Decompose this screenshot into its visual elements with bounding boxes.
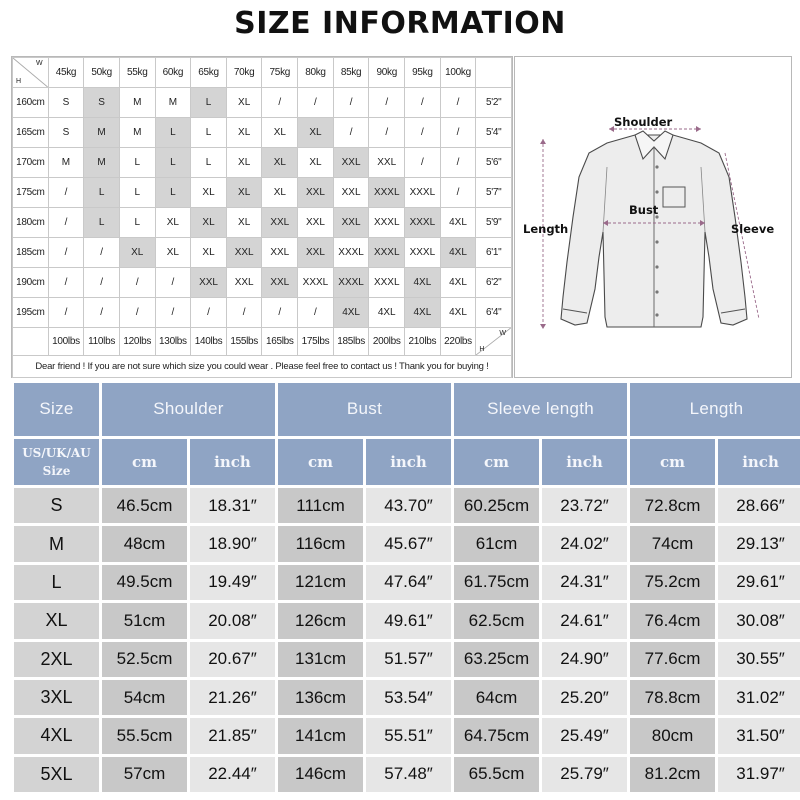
size-cell: /	[440, 178, 476, 208]
size-cell: XXL	[333, 178, 369, 208]
value-inch: 30.55″	[718, 642, 800, 677]
size-cell: /	[48, 178, 84, 208]
grid-corner-cell	[476, 328, 512, 356]
measurement-row	[14, 680, 800, 715]
value-inch: 21.26″	[190, 680, 275, 715]
contact-note: Dear friend ! If you are not sure which size you could wear . Please feel free to contact us ! Thank you for buying !	[13, 356, 512, 378]
value-inch: 20.67″	[190, 642, 275, 677]
header-length: Length	[630, 383, 800, 436]
value-inch: 24.90″	[542, 642, 627, 677]
size-cell: L	[155, 118, 191, 148]
height-ft-cell: 5'6"	[476, 148, 512, 178]
size-cell: XL	[226, 148, 262, 178]
size-cell: /	[333, 88, 369, 118]
value-cm: 131cm	[278, 642, 363, 677]
size-cell: XXL	[191, 268, 227, 298]
height-cm-cell: 180cm	[13, 208, 49, 238]
value-inch: 47.64″	[366, 565, 451, 600]
value-cm: 62.5cm	[454, 603, 539, 638]
value-inch: 19.49″	[190, 565, 275, 600]
unit-inch: inch	[366, 439, 451, 485]
weight-kg-header: 55kg	[119, 58, 155, 88]
size-cell: S	[48, 88, 84, 118]
height-ft-cell: 6'2"	[476, 268, 512, 298]
value-inch: 25.20″	[542, 680, 627, 715]
size-cell: XL	[191, 208, 227, 238]
value-cm: 81.2cm	[630, 757, 715, 792]
size-cell: /	[298, 298, 334, 328]
value-cm: 72.8cm	[630, 488, 715, 523]
value-inch: 43.70″	[366, 488, 451, 523]
value-cm: 74cm	[630, 526, 715, 561]
weight-lbs-header: 220lbs	[440, 328, 476, 356]
weight-lbs-header: 210lbs	[405, 328, 441, 356]
value-inch: 21.85″	[190, 718, 275, 753]
height-cm-cell: 160cm	[13, 88, 49, 118]
size-cell: M	[84, 118, 120, 148]
size-cell: L	[84, 178, 120, 208]
value-cm: 49.5cm	[102, 565, 187, 600]
measurement-row	[14, 488, 800, 523]
unit-cm: cm	[630, 439, 715, 485]
value-cm: 76.4cm	[630, 603, 715, 638]
size-cell: 4XL	[333, 298, 369, 328]
size-cell: XXL	[226, 238, 262, 268]
value-cm: 126cm	[278, 603, 363, 638]
unit-cm: cm	[278, 439, 363, 485]
value-inch: 28.66″	[718, 488, 800, 523]
size-cell: /	[262, 88, 298, 118]
shoulder-label: Shoulder	[614, 115, 673, 129]
corner-h: H	[479, 346, 485, 353]
value-cm: 52.5cm	[102, 642, 187, 677]
size-cell: /	[48, 298, 84, 328]
grid-header-row	[13, 58, 512, 88]
value-inch: 29.13″	[718, 526, 800, 561]
value-cm: 61.75cm	[454, 565, 539, 600]
size-cell: XXXL	[333, 268, 369, 298]
size-cell: /	[262, 298, 298, 328]
value-cm: 111cm	[278, 488, 363, 523]
header-size: Size	[14, 383, 99, 436]
weight-lbs-header: 165lbs	[262, 328, 298, 356]
size-cell: XL	[191, 238, 227, 268]
size-cell: /	[405, 88, 441, 118]
value-cm: 64cm	[454, 680, 539, 715]
size-cell: M	[119, 118, 155, 148]
size-cell: 4XL	[405, 268, 441, 298]
blank-cell	[13, 328, 49, 356]
corner-h: H	[16, 78, 22, 85]
value-cm: 55.5cm	[102, 718, 187, 753]
value-inch: 18.90″	[190, 526, 275, 561]
weight-lbs-header: 110lbs	[84, 328, 120, 356]
size-label: 3XL	[14, 680, 99, 715]
shirt-outline-icon	[515, 57, 791, 377]
length-label: Length	[523, 222, 569, 236]
weight-kg-header: 50kg	[84, 58, 120, 88]
size-cell: 4XL	[440, 238, 476, 268]
measurement-table	[11, 380, 800, 795]
height-ft-cell: 5'9"	[476, 208, 512, 238]
value-inch: 25.49″	[542, 718, 627, 753]
size-cell: S	[84, 88, 120, 118]
value-cm: 63.25cm	[454, 642, 539, 677]
size-cell: XL	[191, 178, 227, 208]
size-cell: /	[405, 118, 441, 148]
measurement-row	[14, 565, 800, 600]
height-cm-cell: 175cm	[13, 178, 49, 208]
size-cell: XL	[226, 88, 262, 118]
bust-label: Bust	[629, 203, 659, 217]
size-cell: XXXL	[298, 268, 334, 298]
height-ft-cell: 5'7"	[476, 178, 512, 208]
size-cell: /	[48, 208, 84, 238]
measurement-row	[14, 603, 800, 638]
size-cell: 4XL	[440, 268, 476, 298]
weight-kg-header: 95kg	[405, 58, 441, 88]
size-cell: M	[155, 88, 191, 118]
value-cm: 77.6cm	[630, 642, 715, 677]
weight-lbs-header: 130lbs	[155, 328, 191, 356]
size-cell: /	[440, 148, 476, 178]
size-label: S	[14, 488, 99, 523]
size-cell: /	[84, 268, 120, 298]
size-cell: /	[298, 88, 334, 118]
height-ft-cell: 6'4"	[476, 298, 512, 328]
size-cell: L	[119, 208, 155, 238]
size-cell: L	[155, 148, 191, 178]
value-cm: 61cm	[454, 526, 539, 561]
measurement-row	[14, 642, 800, 677]
value-cm: 80cm	[630, 718, 715, 753]
size-label: 5XL	[14, 757, 99, 792]
value-inch: 18.31″	[190, 488, 275, 523]
size-cell: /	[405, 148, 441, 178]
value-cm: 65.5cm	[454, 757, 539, 792]
value-inch: 31.50″	[718, 718, 800, 753]
size-cell: XXL	[298, 208, 334, 238]
size-cell: XL	[262, 118, 298, 148]
value-inch: 29.61″	[718, 565, 800, 600]
shirt-measurement-diagram	[514, 56, 792, 378]
size-cell: XXL	[262, 208, 298, 238]
size-cell: XXL	[298, 178, 334, 208]
size-cell: /	[226, 298, 262, 328]
size-cell: /	[191, 298, 227, 328]
size-cell: 4XL	[440, 208, 476, 238]
header-bust: Bust	[278, 383, 451, 436]
size-cell: /	[369, 118, 405, 148]
height-ft-cell: 5'2"	[476, 88, 512, 118]
weight-kg-header: 65kg	[191, 58, 227, 88]
size-cell: XXL	[262, 268, 298, 298]
page-title: SIZE INFORMATION	[234, 6, 566, 41]
value-inch: 51.57″	[366, 642, 451, 677]
value-cm: 121cm	[278, 565, 363, 600]
size-cell: XXXL	[405, 208, 441, 238]
value-cm: 136cm	[278, 680, 363, 715]
size-cell: 4XL	[440, 298, 476, 328]
size-cell: S	[48, 118, 84, 148]
header-shoulder: Shoulder	[102, 383, 275, 436]
grid-row	[13, 298, 512, 328]
value-cm: 141cm	[278, 718, 363, 753]
value-inch: 49.61″	[366, 603, 451, 638]
size-cell: L	[191, 148, 227, 178]
size-cell: /	[48, 238, 84, 268]
size-cell: XL	[155, 208, 191, 238]
weight-height-size-grid	[11, 56, 513, 378]
unit-cm: cm	[454, 439, 539, 485]
size-cell: XXXL	[369, 208, 405, 238]
size-cell: L	[84, 208, 120, 238]
height-cm-cell: 190cm	[13, 268, 49, 298]
weight-kg-header: 60kg	[155, 58, 191, 88]
value-inch: 24.31″	[542, 565, 627, 600]
value-inch: 30.08″	[718, 603, 800, 638]
value-inch: 23.72″	[542, 488, 627, 523]
value-cm: 46.5cm	[102, 488, 187, 523]
size-cell: /	[119, 298, 155, 328]
height-cm-cell: 185cm	[13, 238, 49, 268]
weight-lbs-header: 175lbs	[298, 328, 334, 356]
weight-lbs-header: 100lbs	[48, 328, 84, 356]
value-cm: 75.2cm	[630, 565, 715, 600]
unit-cm: cm	[102, 439, 187, 485]
weight-kg-header: 80kg	[298, 58, 334, 88]
size-cell: XL	[226, 178, 262, 208]
size-cell: XL	[262, 178, 298, 208]
weight-lbs-header: 140lbs	[191, 328, 227, 356]
weight-kg-header: 85kg	[333, 58, 369, 88]
value-cm: 116cm	[278, 526, 363, 561]
size-cell: XXXL	[369, 268, 405, 298]
size-cell: XXXL	[369, 178, 405, 208]
size-cell: XXL	[226, 268, 262, 298]
value-cm: 54cm	[102, 680, 187, 715]
size-cell: XL	[226, 118, 262, 148]
size-label: L	[14, 565, 99, 600]
size-cell: M	[84, 148, 120, 178]
size-cell: L	[191, 118, 227, 148]
grid-lbs-row	[13, 328, 512, 356]
value-cm: 48cm	[102, 526, 187, 561]
height-ft-cell: 5'4"	[476, 118, 512, 148]
size-cell: XXL	[369, 148, 405, 178]
size-label: M	[14, 526, 99, 561]
weight-kg-header: 70kg	[226, 58, 262, 88]
blank-cell	[476, 58, 512, 88]
weight-kg-header: 100kg	[440, 58, 476, 88]
value-inch: 25.79″	[542, 757, 627, 792]
unit-inch: inch	[190, 439, 275, 485]
size-cell: 4XL	[369, 298, 405, 328]
grid-row	[13, 118, 512, 148]
size-cell: /	[84, 298, 120, 328]
size-cell: XL	[298, 118, 334, 148]
value-cm: 64.75cm	[454, 718, 539, 753]
size-cell: XXL	[333, 148, 369, 178]
grid-row	[13, 208, 512, 238]
size-cell: L	[119, 148, 155, 178]
size-cell: M	[119, 88, 155, 118]
value-cm: 60.25cm	[454, 488, 539, 523]
value-cm: 146cm	[278, 757, 363, 792]
value-cm: 57cm	[102, 757, 187, 792]
corner-w: W	[499, 330, 506, 337]
size-cell: M	[48, 148, 84, 178]
weight-kg-header: 45kg	[48, 58, 84, 88]
header-us-uk-au-size: US/UK/AU Size	[14, 439, 99, 485]
weight-lbs-header: 155lbs	[226, 328, 262, 356]
weight-lbs-header: 200lbs	[369, 328, 405, 356]
size-cell: XL	[226, 208, 262, 238]
size-cell: 4XL	[405, 298, 441, 328]
size-cell: XXL	[333, 208, 369, 238]
header-sleeve-length: Sleeve length	[454, 383, 627, 436]
height-cm-cell: 170cm	[13, 148, 49, 178]
measurement-row	[14, 718, 800, 753]
value-inch: 22.44″	[190, 757, 275, 792]
grid-note-row	[13, 356, 512, 378]
size-cell: /	[440, 88, 476, 118]
value-inch: 53.54″	[366, 680, 451, 715]
sleeve-label: Sleeve	[731, 222, 775, 236]
value-inch: 57.48″	[366, 757, 451, 792]
grid-row	[13, 88, 512, 118]
grid-row	[13, 148, 512, 178]
size-cell: L	[119, 178, 155, 208]
value-inch: 31.97″	[718, 757, 800, 792]
unit-inch: inch	[542, 439, 627, 485]
size-cell: XXXL	[333, 238, 369, 268]
value-cm: 78.8cm	[630, 680, 715, 715]
height-cm-cell: 165cm	[13, 118, 49, 148]
height-cm-cell: 195cm	[13, 298, 49, 328]
size-cell: XXXL	[405, 238, 441, 268]
size-cell: L	[191, 88, 227, 118]
size-cell: XXXL	[405, 178, 441, 208]
size-cell: /	[369, 88, 405, 118]
size-label: XL	[14, 603, 99, 638]
measurement-row	[14, 757, 800, 792]
value-inch: 20.08″	[190, 603, 275, 638]
size-cell: L	[155, 178, 191, 208]
size-cell: /	[119, 268, 155, 298]
value-inch: 31.02″	[718, 680, 800, 715]
grid-row	[13, 178, 512, 208]
size-cell: XL	[262, 148, 298, 178]
value-inch: 55.51″	[366, 718, 451, 753]
weight-kg-header: 75kg	[262, 58, 298, 88]
size-cell: /	[84, 238, 120, 268]
size-cell: XXXL	[369, 238, 405, 268]
height-ft-cell: 6'1"	[476, 238, 512, 268]
value-inch: 45.67″	[366, 526, 451, 561]
size-cell: XXL	[262, 238, 298, 268]
size-cell: /	[155, 298, 191, 328]
size-cell: XL	[155, 238, 191, 268]
weight-lbs-header: 185lbs	[333, 328, 369, 356]
size-cell: /	[440, 118, 476, 148]
size-label: 2XL	[14, 642, 99, 677]
size-cell: XXL	[298, 238, 334, 268]
weight-kg-header: 90kg	[369, 58, 405, 88]
value-inch: 24.02″	[542, 526, 627, 561]
size-cell: XL	[119, 238, 155, 268]
grid-row	[13, 268, 512, 298]
corner-w: W	[36, 60, 43, 67]
size-recommendation-table	[12, 57, 512, 378]
size-cell: XL	[298, 148, 334, 178]
size-cell: /	[333, 118, 369, 148]
weight-lbs-header: 120lbs	[119, 328, 155, 356]
size-label: 4XL	[14, 718, 99, 753]
grid-row	[13, 238, 512, 268]
size-cell: /	[48, 268, 84, 298]
value-inch: 24.61″	[542, 603, 627, 638]
measurement-row	[14, 526, 800, 561]
unit-inch: inch	[718, 439, 800, 485]
value-cm: 51cm	[102, 603, 187, 638]
size-cell: /	[155, 268, 191, 298]
grid-corner-cell	[13, 58, 49, 88]
